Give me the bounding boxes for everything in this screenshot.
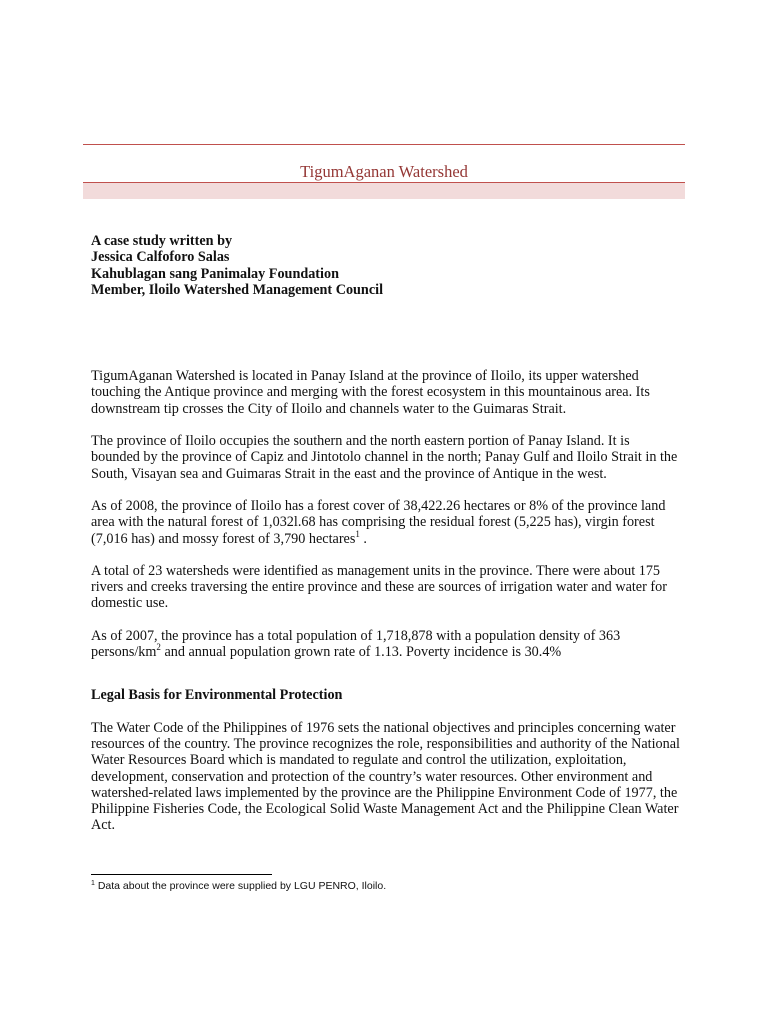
title-top-rule: [83, 144, 685, 145]
document-title: TigumAganan Watershed: [300, 162, 468, 181]
forest-paragraph: [91, 498, 681, 547]
footnote: [91, 879, 691, 893]
forest-tail: .: [359, 530, 367, 547]
footnote-number: 1: [91, 880, 95, 887]
author-line: A case study written by: [91, 233, 233, 249]
intro-paragraph: TigumAganan Watershed is located in Panay Island at the province of Iloilo, its upper watershed touching the Antique province and merging with the forest ecosystem in this mountainous area. Its downstream tip crosses the City of Iloilo and channels water to the Guimaras Strait.: [91, 368, 650, 417]
boundaries-paragraph: The province of Iloilo occupies the southern and the north eastern portion of Panay Island. It is bounded by the province of Capiz and Jintotolo channel in the north; Panay Gulf and Iloilo Strait in the South, Visayan sea and Guimaras Strait in the east and the province of Antique in the west.: [91, 433, 678, 482]
footnote-reference: 1: [355, 528, 360, 539]
footnote-text: Data about the province were supplied by LGU PENRO, Iloilo.: [94, 880, 387, 892]
forest-text: As of 2008, the province of Iloilo has a forest cover of 38,422.26 hectares or 8% of the province land area with the natural forest of 1,032l.68 has comprising the residual forest (5,225 has), virgin forest (7,016 has) and mossy forest of 3,790 hectares: [91, 497, 666, 547]
legal-paragraph: The Water Code of the Philippines of 1976 sets the national objectives and principles concerning water resources of the country. The province recognizes the role, responsibilities and authority of the National Water Resources Board which is mandated to regulate and control the utilization, exploitation, development, conservation and protection of the country’s water resources. Other environment and watershed-related laws implemented by the province are the Philippine Environment Code of 1977, the Philippine Fisheries Code, the Ecological Solid Waste Management Act and the Philippine Clean Water Act.: [91, 719, 680, 834]
document-body: [91, 233, 681, 834]
footnote-separator: [91, 874, 272, 875]
author-line: Kahublagan sang Panimalay Foundation: [91, 265, 339, 282]
author-line: Jessica Calfoforo Salas: [91, 249, 230, 266]
author-block: [91, 233, 681, 298]
title-bottom-band: [83, 182, 685, 199]
watersheds-paragraph: A total of 23 watersheds were identified as management units in the province. There were about 175 rivers and creeks traversing the entire province and these are sources of irrigation water and water for domestic use.: [91, 562, 667, 612]
population-text: As of 2007, the province has a total population of 1,718,878 with a population density of 363 persons/km: [91, 627, 621, 661]
superscript-two: 2: [156, 642, 161, 653]
author-line: Member, Iloilo Watershed Management Council: [91, 281, 384, 298]
title-band: [83, 144, 685, 199]
population-text-after: and annual population grown rate of 1.13. Poverty incidence is 30.4%: [160, 644, 562, 661]
section-heading: Legal Basis for Environmental Protection: [91, 687, 343, 704]
population-paragraph: [91, 628, 681, 661]
